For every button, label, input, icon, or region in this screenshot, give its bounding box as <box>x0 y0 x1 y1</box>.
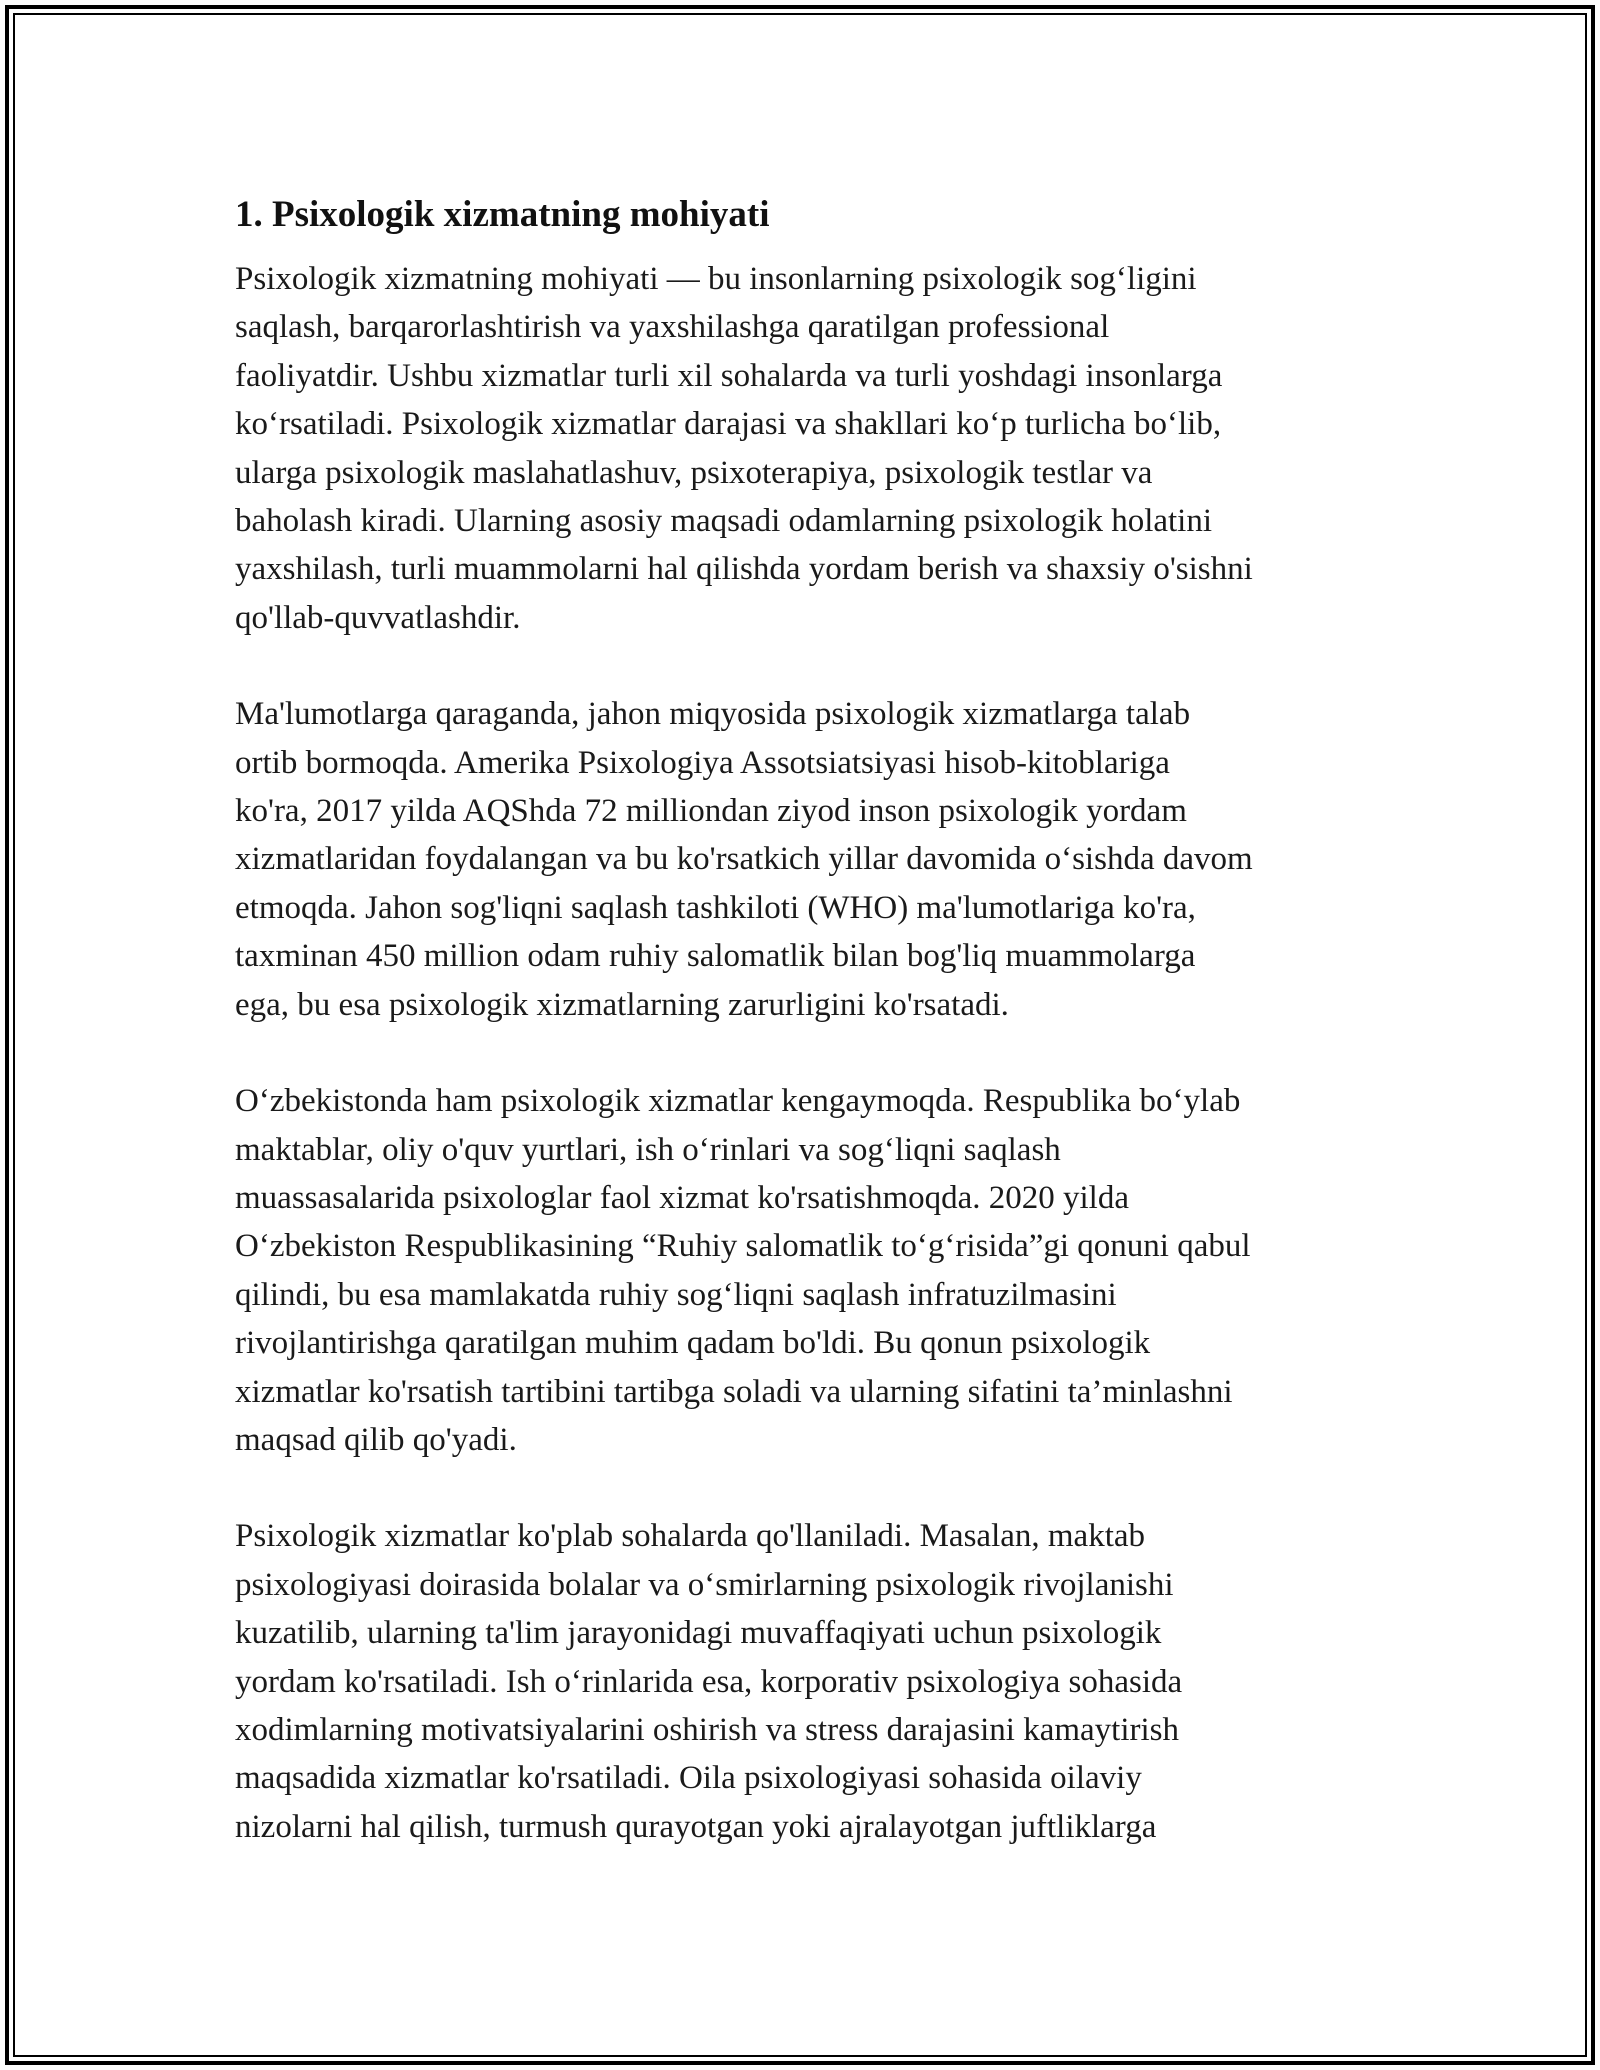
text-line: xizmatlaridan foydalangan va bu ko'rsatkich yillar davomida o‘sishda davom <box>235 841 1253 878</box>
paragraph-2 <box>235 690 1375 1029</box>
text-line: etmoqda. Jahon sog'liqni saqlash tashkiloti (WHO) ma'lumotlariga ko'ra, <box>235 889 1196 926</box>
text-line: xodimlarning motivatsiyalarini oshirish va stress darajasini kamaytirish <box>235 1711 1179 1748</box>
paragraph-4 <box>235 1512 1375 1851</box>
text-line: O‘zbekiston Respublikasining “Ruhiy salomatlik to‘g‘risida”gi qonuni qabul <box>235 1228 1251 1265</box>
text-line: saqlash, barqarorlashtirish va yaxshilashga qaratilgan professional <box>235 309 1110 346</box>
paragraph-3 <box>235 1077 1375 1464</box>
text-line: nizolarni hal qilish, turmush qurayotgan yoki ajralayotgan juftliklarga <box>235 1808 1157 1845</box>
text-line: psixologiyasi doirasida bolalar va o‘smirlarning psixologik rivojlanishi <box>235 1566 1174 1603</box>
text-line: O‘zbekistonda ham psixologik xizmatlar kengaymoqda. Respublika bo‘ylab <box>235 1083 1241 1120</box>
text-line: yaxshilash, turli muammolarni hal qilishda yordam berish va shaxsiy o'sishni <box>235 551 1253 588</box>
text-line: ko'ra, 2017 yilda AQShda 72 milliondan ziyod inson psixologik yordam <box>235 793 1187 830</box>
text-line: rivojlantirishga qaratilgan muhim qadam bo'ldi. Bu qonun psixologik <box>235 1325 1151 1362</box>
text-line: maqsad qilib qo'yadi. <box>235 1421 517 1458</box>
text-line: Psixologik xizmatning mohiyati — bu insonlarning psixologik sog‘ligini <box>235 261 1197 297</box>
text-line: qo'llab-quvvatlashdir. <box>235 599 521 636</box>
section-heading: 1. Psixologik xizmatning mohiyati <box>235 194 770 235</box>
text-line: maqsadida xizmatlar ko'rsatiladi. Oila psixologiyasi sohasida oilaviy <box>235 1760 1142 1797</box>
text-line: maktablar, oliy o'quv yurtlari, ish o‘rinlari va sog‘liqni saqlash <box>235 1131 1061 1168</box>
text-line: xizmatlar ko'rsatish tartibini tartibga soladi va ularning sifatini ta’minlashni <box>235 1373 1233 1410</box>
text-line: ortib bormoqda. Amerika Psixologiya Assotsiatsiyasi hisob-kitoblariga <box>235 744 1170 781</box>
text-line: baholash kiradi. Ularning asosiy maqsadi odamlarning psixologik holatini <box>235 503 1213 540</box>
text-line: faoliyatdir. Ushbu xizmatlar turli xil sohalarda va turli yoshdagi insonlarga <box>235 357 1223 394</box>
text-line: qilindi, bu esa mamlakatda ruhiy sog‘liqni saqlash infratuzilmasini <box>235 1276 1117 1313</box>
text-line: ega, bu esa psixologik xizmatlarning zarurligini ko'rsatadi. <box>235 986 1009 1023</box>
text-line: Ma'lumotlarga qaraganda, jahon miqyosida psixologik xizmatlarga talab <box>235 696 1191 733</box>
text-line: Psixologik xizmatlar ko'plab sohalarda qo'llaniladi. Masalan, maktab <box>235 1518 1146 1555</box>
paragraph-1 <box>235 255 1375 642</box>
text-line: yordam ko'rsatiladi. Ish o‘rinlarida esa, korporativ psixologiya sohasida <box>235 1663 1183 1700</box>
document-body <box>235 187 1375 1851</box>
text-line: muassasalarida psixologlar faol xizmat ko'rsatishmoqda. 2020 yilda <box>235 1179 1129 1216</box>
text-line: kuzatilib, ularning ta'lim jarayonidagi muvaffaqiyati uchun psixologik <box>235 1615 1162 1652</box>
text-line: ko‘rsatiladi. Psixologik xizmatlar darajasi va shakllari ko‘p turlicha bo‘lib, <box>235 406 1222 443</box>
text-line: taxminan 450 million odam ruhiy salomatlik bilan bog'liq muammolarga <box>235 938 1196 975</box>
text-line: ularga psixologik maslahatlashuv, psixoterapiya, psixologik testlar va <box>235 454 1153 491</box>
